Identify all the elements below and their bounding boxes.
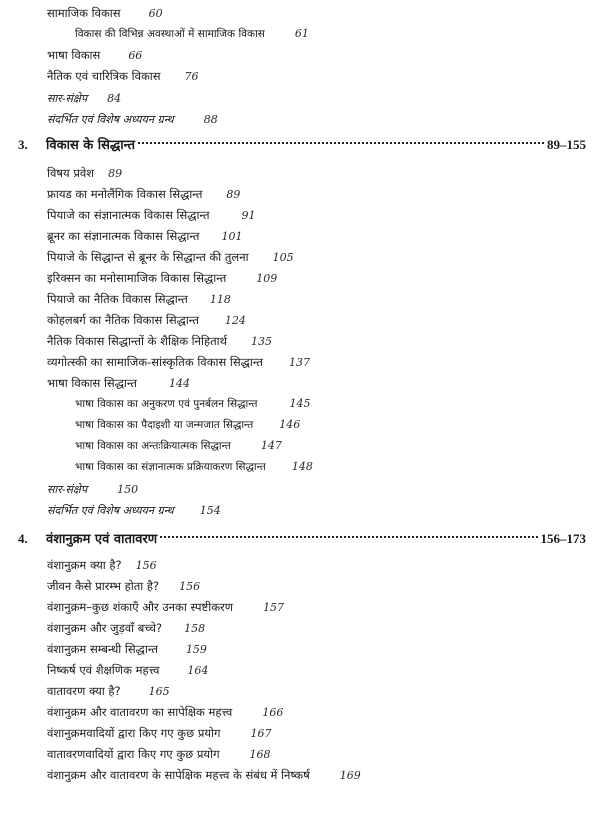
chapter-title: वंशानुक्रम एवं वातावरण (46, 532, 158, 547)
entry-page: 168 (249, 748, 271, 761)
chapter-page-range: 156–173 (540, 531, 586, 546)
toc-entry (75, 24, 309, 44)
entry-title: सार-संक्षेप (47, 483, 88, 496)
chapter-title: विकास के सिद्धान्त (46, 138, 136, 153)
toc-entry (47, 310, 246, 330)
toc-entry (47, 744, 271, 764)
entry-page: 66 (128, 49, 143, 62)
entry-page: 148 (291, 460, 313, 473)
entry-page: 159 (185, 643, 207, 656)
entry-page: 105 (272, 251, 294, 264)
entry-page: 164 (187, 664, 209, 677)
entry-title: निष्कर्ष एवं शैक्षणिक महत्त्व (47, 663, 160, 677)
chapter-number: 3. (18, 137, 28, 152)
entry-title: कोहलबर्ग का नैतिक विकास सिद्धान्त (47, 313, 199, 327)
entry-title: संदर्भित एवं विशेष अध्ययन ग्रन्थ (47, 113, 174, 126)
entry-page: 156 (179, 580, 201, 593)
toc-entry (47, 88, 121, 108)
toc-entry (47, 576, 200, 596)
entry-title: सामाजिक विकास (47, 6, 121, 20)
entry-title: भाषा विकास का अनुकरण एवं पुनर्बलन सिद्धान्त (75, 398, 258, 410)
toc-entry (75, 394, 310, 414)
toc-entry (47, 660, 208, 680)
entry-title: नैतिक एवं चारित्रिक विकास (47, 69, 161, 83)
toc-entry (47, 45, 142, 65)
entry-page: 144 (168, 377, 190, 390)
entry-page: 88 (203, 113, 218, 126)
toc-entry (47, 184, 240, 204)
entry-page: 158 (184, 622, 206, 635)
toc-entry (47, 500, 221, 520)
entry-page: 61 (294, 27, 309, 40)
toc-entry (47, 66, 199, 86)
entry-title: वंशानुक्रम सम्बन्धी सिद्धान्त (47, 642, 158, 656)
entry-title: वंशानुक्रम और वातावरण के सापेक्षिक महत्त्व के संबंध में निष्कर्ष (47, 768, 310, 782)
entry-page: 91 (241, 209, 256, 222)
entry-page: 124 (224, 314, 246, 327)
entry-title: भाषा विकास का अन्तःक्रियात्मक सिद्धान्त (75, 440, 231, 452)
toc-entry (47, 289, 231, 309)
toc-entry (47, 479, 138, 499)
toc-entry (47, 597, 284, 617)
entry-title: वातावरणवादियों द्वारा किए गए कुछ प्रयोग (47, 747, 220, 761)
entry-page: 147 (260, 439, 282, 452)
toc-entry (75, 457, 313, 477)
entry-page: 135 (251, 335, 273, 348)
entry-page: 169 (339, 769, 361, 782)
entry-page: 89 (108, 167, 123, 180)
leader-dots (138, 142, 544, 144)
entry-title: भाषा विकास का संज्ञानात्मक प्रक्रियाकरण सिद्धान्त (75, 461, 266, 473)
entry-title: जीवन कैसे प्रारम्भ होता है? (47, 579, 160, 593)
entry-title: नैतिक विकास सिद्धान्तों के शैक्षिक निहितार्थ (47, 334, 228, 348)
entry-title: वंशानुक्रमवादियों द्वारा किए गए कुछ प्रयोग (47, 726, 221, 740)
entry-page: 76 (184, 70, 199, 83)
entry-title: वंशानुक्रम क्या है? (47, 558, 122, 572)
entry-page: 167 (250, 727, 272, 740)
toc-entry (47, 109, 218, 129)
entry-title: ब्रूनर का संज्ञानात्मक विकास सिद्धान्त (47, 229, 200, 243)
entry-title: पियाजे का नैतिक विकास सिद्धान्त (47, 292, 188, 306)
toc-entry (47, 373, 190, 393)
entry-page: 157 (263, 601, 285, 614)
entry-title: पियाजे के सिद्धान्त से ब्रूनर के सिद्धान्त की तुलना (47, 250, 249, 264)
toc-entry (47, 618, 205, 638)
entry-title: वंशानुक्रम–कुछ शंकाएँ और उनका स्पष्टीकरण (47, 600, 234, 614)
toc-entry (47, 247, 294, 267)
toc-entry (47, 681, 170, 701)
entry-title: विकास की विभिन्न अवस्थाओं में सामाजिक विकास (75, 28, 265, 40)
entry-page: 89 (226, 188, 241, 201)
entry-title: भाषा विकास सिद्धान्त (47, 376, 137, 390)
toc-entry (47, 226, 242, 246)
toc-entry (47, 163, 122, 183)
entry-page: 165 (148, 685, 170, 698)
toc-entry (47, 765, 361, 785)
entry-page: 150 (117, 483, 139, 496)
chapter-heading (18, 528, 586, 550)
entry-title: व्यगोत्स्की का सामाजिक-सांस्कृतिक विकास सिद्धान्त (47, 355, 263, 369)
toc-entry (47, 352, 310, 372)
entry-title: संदर्भित एवं विशेष अध्ययन ग्रन्थ (47, 504, 174, 517)
entry-page: 137 (288, 356, 310, 369)
entry-page: 166 (262, 706, 284, 719)
entry-title: वंशानुक्रम और वातावरण का सापेक्षिक महत्त्व (47, 705, 233, 719)
toc-entry (47, 723, 272, 743)
entry-page: 101 (221, 230, 243, 243)
entry-title: सार-संक्षेप (47, 92, 88, 105)
toc-entry (47, 331, 272, 351)
toc-entry (47, 268, 277, 288)
entry-page: 156 (135, 559, 157, 572)
toc-entry (47, 205, 256, 225)
chapter-page-range: 89–155 (547, 137, 586, 152)
toc-entry (47, 3, 163, 23)
entry-title: वातावरण क्या है? (47, 684, 121, 698)
entry-page: 145 (289, 397, 311, 410)
entry-title: विषय प्रवेश (47, 166, 95, 180)
entry-page: 84 (107, 92, 122, 105)
entry-title: वंशानुक्रम और जुड़वाँ बच्चे? (47, 621, 163, 635)
entry-page: 146 (279, 418, 301, 431)
entry-title: भाषा विकास (47, 48, 101, 62)
leader-dots (160, 536, 537, 538)
chapter-heading (18, 134, 586, 156)
toc-entry (75, 436, 282, 456)
entry-page: 118 (209, 293, 231, 306)
entry-page: 154 (199, 504, 221, 517)
entry-title: फ्रायड का मनोलैंगिक विकास सिद्धान्त (47, 187, 203, 201)
chapter-number: 4. (18, 531, 28, 546)
entry-page: 109 (256, 272, 278, 285)
entry-title: भाषा विकास का पैदाइशी या जन्मजात सिद्धान्त (75, 419, 254, 431)
toc-entry (47, 702, 283, 722)
toc-entry (75, 415, 300, 435)
entry-title: पियाजे का संज्ञानात्मक विकास सिद्धान्त (47, 208, 210, 222)
entry-title: इरिक्सन का मनोसामाजिक विकास सिद्धान्त (47, 271, 227, 285)
toc-entry (47, 639, 207, 659)
entry-page: 60 (148, 7, 163, 20)
toc-entry (47, 555, 157, 575)
